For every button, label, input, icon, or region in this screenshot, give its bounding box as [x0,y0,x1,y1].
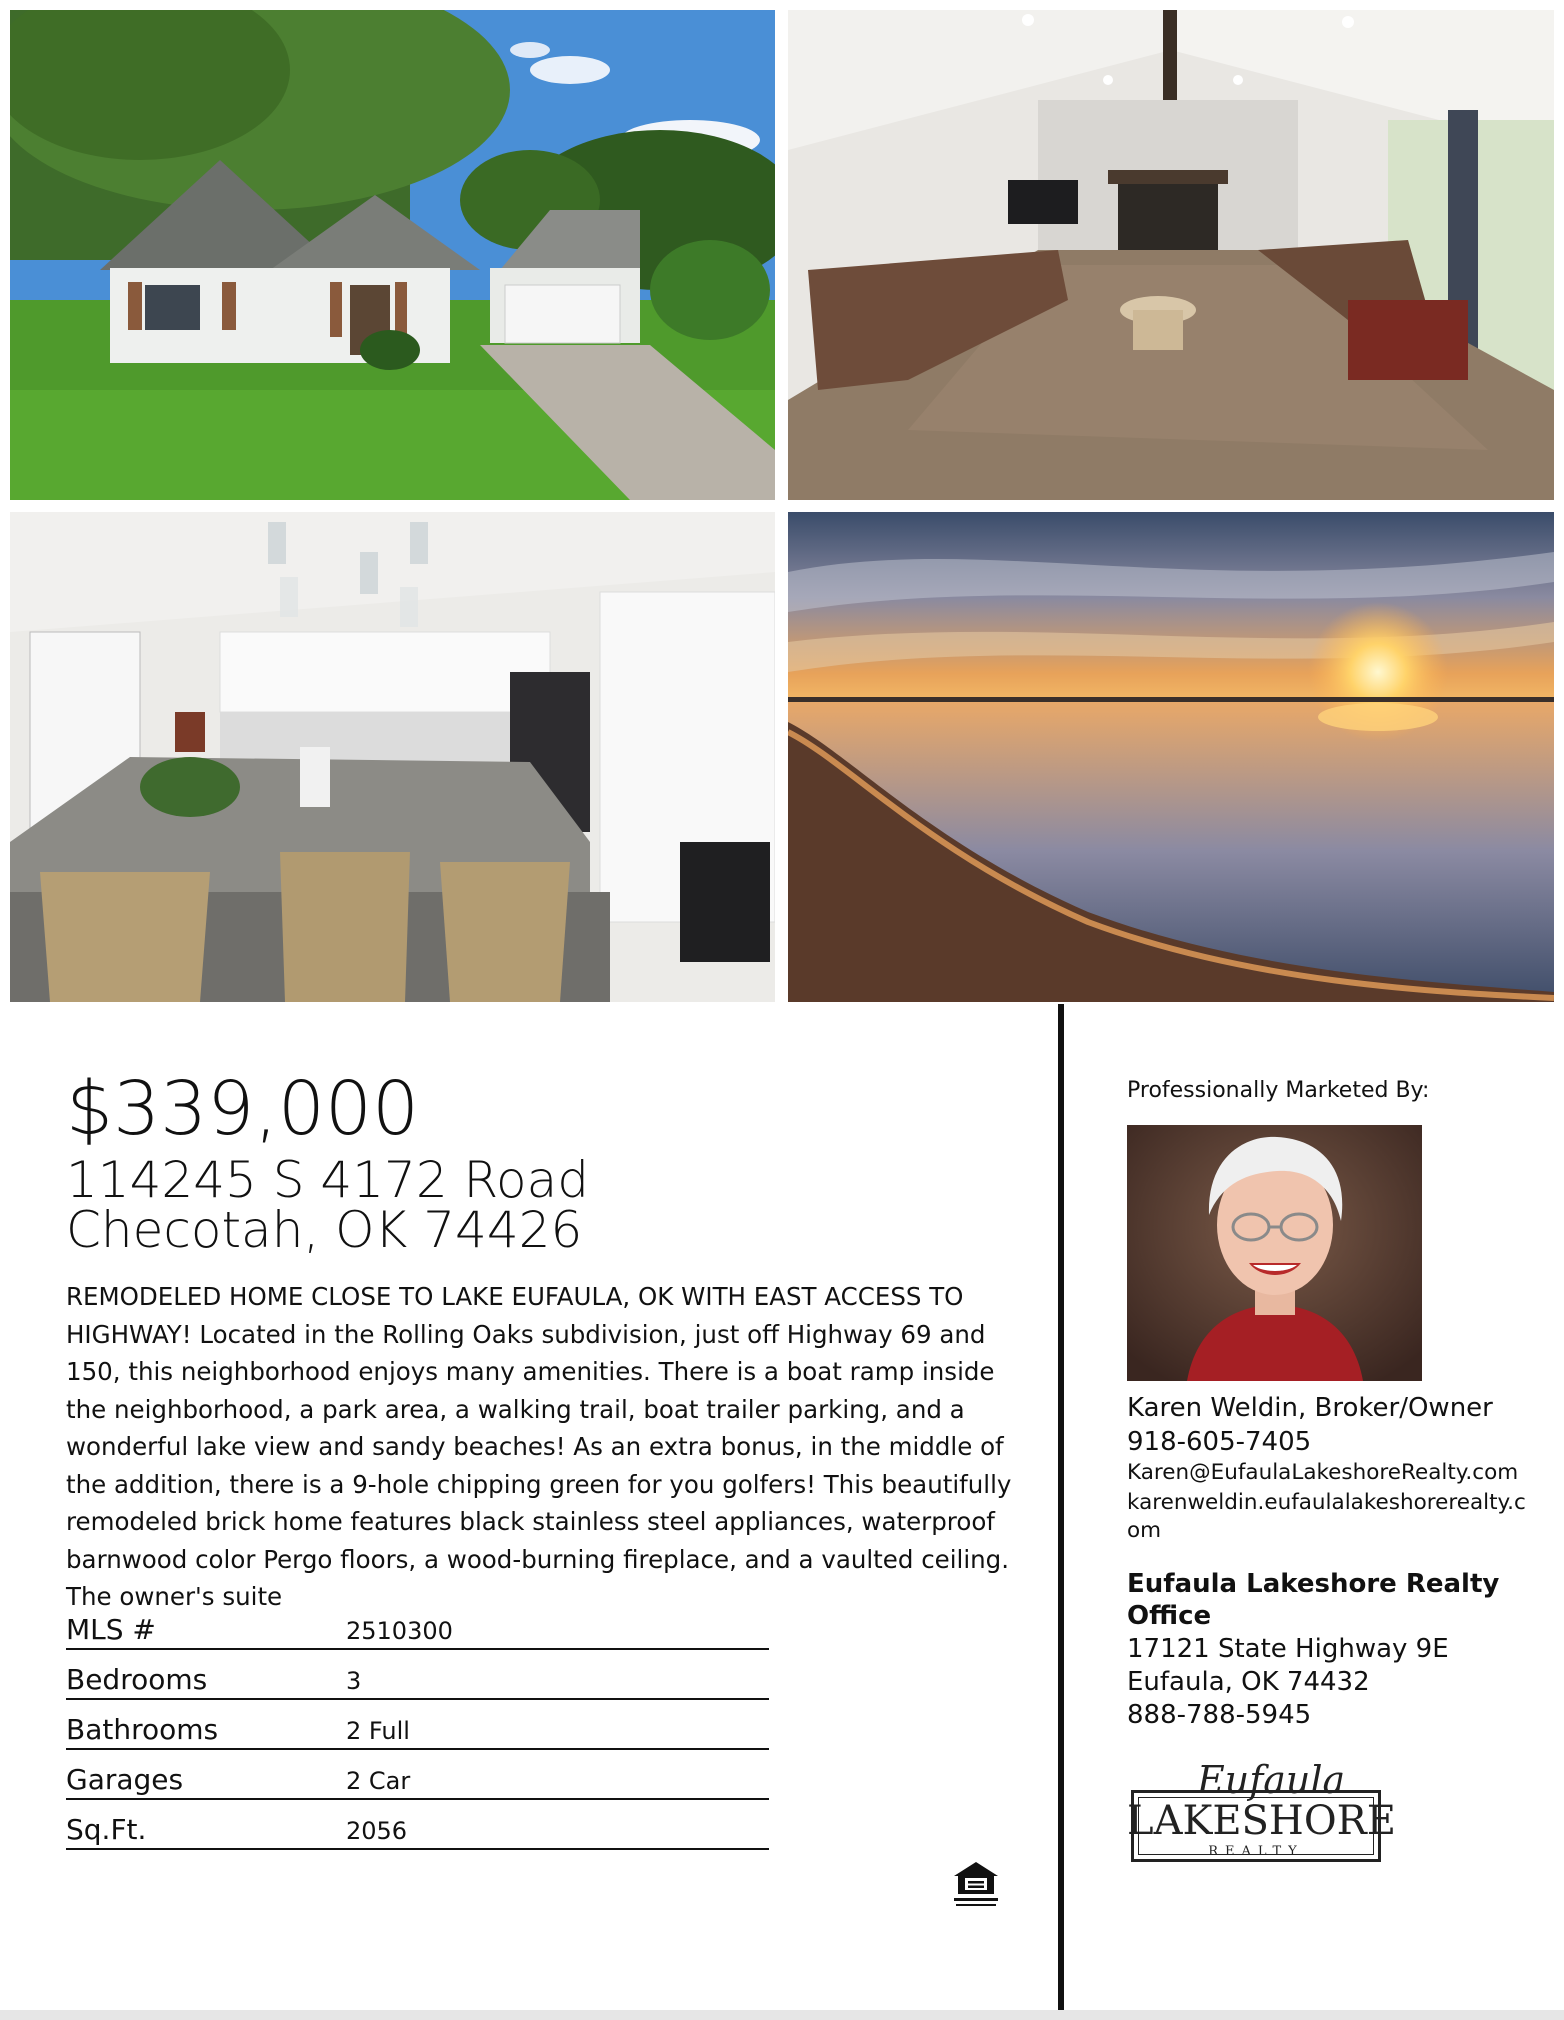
office-phone[interactable]: 888-788-5945 [1127,1700,1312,1730]
agent-photo [1127,1125,1422,1381]
photo-house-exterior [10,10,775,500]
listing-price: $339,000 [66,1066,420,1152]
fact-label: Sq.Ft. [66,1813,147,1846]
office-name: Eufaula Lakeshore Realty Office [1127,1569,1500,1631]
equal-housing-opportunity-icon [950,1860,1002,1910]
fact-label: Bedrooms [66,1663,208,1696]
fact-value: 2 Full [346,1717,410,1745]
agent-name: Karen Weldin, Broker/Owner [1127,1393,1493,1423]
fact-row-mls [66,1600,769,1650]
photo-living-room [788,10,1554,500]
realty-logo [1127,1758,1396,1866]
fact-value: 2056 [346,1817,408,1845]
listing-description: REMODELED HOME CLOSE TO LAKE EUFAULA, OK WITH EAST ACCESS TO HIGHWAY! Located in the Rolling Oaks subdivision, just off Highway 69 and 150, this neighborhood enjoys many amenities. There is a boat ramp inside the neighborhood, a park area, a walking trail, boat trailer parking, and a wonderful lake view and sandy beaches! As an extra bonus, in the middle of the addition, there is a 9-hole chipping green for you golfers! This beautifully remodeled brick home features black stainless steel appliances, waterproof barnwood color Pergo floors, a wood-burning fireplace, and a vaulted ceiling. The owner's suite [66,1282,1012,1611]
logo-main-text: LAKESHORE [1127,1798,1396,1844]
marketed-by-label: Professionally Marketed By: [1127,1078,1430,1103]
fact-value: 2 Car [346,1767,411,1795]
fact-label: Bathrooms [66,1713,219,1746]
fact-row-sqft [66,1800,769,1850]
address-line-2: Checotah, OK 74426 [66,1201,583,1259]
fact-label: Garages [66,1763,184,1796]
fact-value: 2510300 [346,1617,453,1645]
facts-table [66,1600,769,1850]
fact-row-garages [66,1750,769,1800]
fact-label: MLS # [66,1613,156,1646]
column-divider [1058,1004,1064,2014]
logo-script-text: Eufaula [1197,1758,1346,1802]
bottom-bar [0,2010,1564,2020]
address-line-1: 114245 S 4172 Road [66,1151,589,1209]
agent-website[interactable]: karenweldin.eufaulalakeshorerealty.com [1127,1490,1526,1543]
office-address-line-1: 17121 State Highway 9E [1127,1634,1449,1664]
photo-kitchen [10,512,775,1002]
fact-value: 3 [346,1667,362,1695]
fact-row-bathrooms [66,1700,769,1750]
agent-phone[interactable]: 918-605-7405 [1127,1427,1312,1457]
agent-email[interactable]: Karen@EufaulaLakeshoreRealty.com [1127,1460,1519,1485]
logo-sub-text: REALTY [1208,1844,1304,1859]
photo-lake-sunset [788,512,1554,1002]
office-address-line-2: Eufaula, OK 74432 [1127,1667,1370,1697]
fact-row-bedrooms [66,1650,769,1700]
